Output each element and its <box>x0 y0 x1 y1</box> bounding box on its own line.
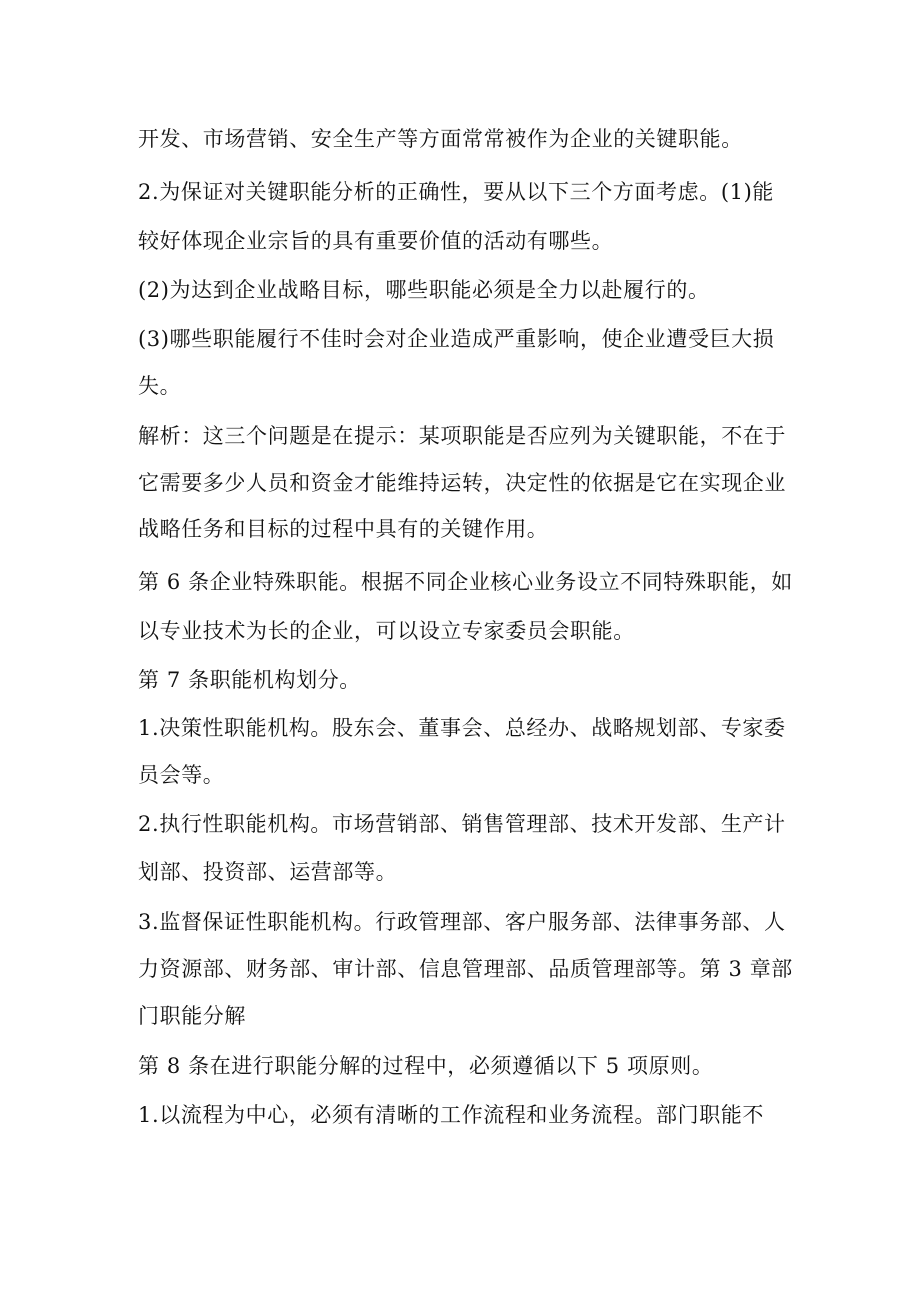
text-line: 第 8 条在进行职能分解的过程中，必须遵循以下 5 项原则。 <box>138 1054 714 1078</box>
text-line: 员会等。 <box>138 763 225 787</box>
text-line: 力资源部、财务部、审计部、信息管理部、品质管理部等。第 3 章部 <box>138 957 793 981</box>
text-line: 1.决策性职能机构。股东会、董事会、总经办、战略规划部、专家委 <box>138 716 786 740</box>
text-line: 战略任务和目标的过程中具有的关键作用。 <box>138 517 549 541</box>
text-line: 以专业技术为长的企业，可以设立专家委员会职能。 <box>138 619 635 643</box>
text-line: 它需要多少人员和资金才能维持运转，决定性的依据是它在实现企业 <box>138 471 786 495</box>
text-line: 2.为保证对关键职能分析的正确性，要从以下三个方面考虑。(1)能 <box>138 180 774 204</box>
text-line: 解析：这三个问题是在提示：某项职能是否应列为关键职能，不在于 <box>138 424 786 448</box>
text-line: 门职能分解 <box>138 1004 246 1028</box>
text-line: 第 7 条职能机构划分。 <box>138 668 361 692</box>
text-line: 3.监督保证性职能机构。行政管理部、客户服务部、法律事务部、人 <box>138 910 786 934</box>
text-line: (3)哪些职能履行不佳时会对企业造成严重影响，使企业遭受巨大损 <box>138 327 775 351</box>
text-line: (2)为达到企业战略目标，哪些职能必须是全力以赴履行的。 <box>138 278 710 302</box>
text-line: 较好体现企业宗旨的具有重要价值的活动有哪些。 <box>138 229 614 253</box>
text-line: 第 6 条企业特殊职能。根据不同企业核心业务设立不同特殊职能，如 <box>138 570 793 594</box>
text-line: 失。 <box>138 374 182 398</box>
text-line: 1.以流程为中心，必须有清晰的工作流程和业务流程。部门职能不 <box>138 1103 765 1127</box>
text-line: 2.执行性职能机构。市场营销部、销售管理部、技术开发部、生产计 <box>138 812 786 836</box>
text-line: 开发、市场营销、安全生产等方面常常被作为企业的关键职能。 <box>138 127 743 151</box>
text-line: 划部、投资部、运营部等。 <box>138 860 398 884</box>
